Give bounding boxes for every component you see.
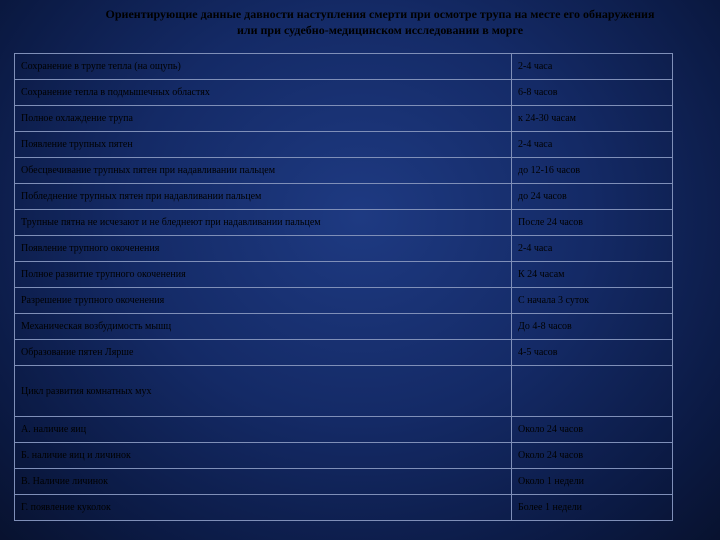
table-row <box>15 366 673 417</box>
time-cell: Около 1 недели <box>512 469 673 495</box>
page-title-line-1: Ориентирующие данные давности наступления смерти при осмотре трупа на месте его обнаружения <box>105 7 655 21</box>
table-row <box>15 132 673 158</box>
table-row <box>15 262 673 288</box>
time-cell: Около 24 часов <box>512 417 673 443</box>
time-cell: С начала 3 суток <box>512 288 673 314</box>
sign-cell: Разрешение трупного окоченения <box>15 288 512 314</box>
sign-cell: Образование пятен Лярше <box>15 340 512 366</box>
table-row <box>15 288 673 314</box>
sign-cell: Побледнение трупных пятен при надавливании пальцем <box>15 184 512 210</box>
table-row <box>15 314 673 340</box>
sign-cell: Появление трупного окоченения <box>15 236 512 262</box>
page-title <box>40 6 720 38</box>
time-cell: Около 24 часов <box>512 443 673 469</box>
table-row <box>15 210 673 236</box>
death-timing-table <box>14 53 673 521</box>
time-cell: 6-8 часов <box>512 80 673 106</box>
table-row <box>15 184 673 210</box>
table-row <box>15 80 673 106</box>
sign-cell: Сохранение тепла в подмышечных областях <box>15 80 512 106</box>
sign-cell: Появление трупных пятен <box>15 132 512 158</box>
time-cell: 4-5 часов <box>512 340 673 366</box>
table-row <box>15 106 673 132</box>
sign-cell: Обесцвечивание трупных пятен при надавливании пальцем <box>15 158 512 184</box>
time-cell: К 24 часам <box>512 262 673 288</box>
table-row <box>15 236 673 262</box>
sign-cell: Цикл развития комнатных мух <box>15 366 512 417</box>
sign-cell: Полное охлаждение трупа <box>15 106 512 132</box>
time-cell: Более 1 недели <box>512 495 673 521</box>
sign-cell: Механическая возбудимость мышц <box>15 314 512 340</box>
table-row <box>15 158 673 184</box>
table-row <box>15 54 673 80</box>
sign-cell: Б. наличие яиц и личинок <box>15 443 512 469</box>
time-cell <box>512 366 673 417</box>
sign-cell: Трупные пятна не исчезают и не бледнеют при надавливании пальцем <box>15 210 512 236</box>
table-row <box>15 340 673 366</box>
sign-cell: А. наличие яиц <box>15 417 512 443</box>
sign-cell: Полное развитие трупного окоченения <box>15 262 512 288</box>
page-title-line-2: или при судебно-медицинском исследовании в морге <box>236 23 524 37</box>
time-cell: 2-4 часа <box>512 236 673 262</box>
table-row <box>15 495 673 521</box>
sign-cell: Г. появление куколок <box>15 495 512 521</box>
sign-cell: Сохранение в трупе тепла (на ощупь) <box>15 54 512 80</box>
table-row <box>15 469 673 495</box>
time-cell: до 24 часов <box>512 184 673 210</box>
time-cell: После 24 часов <box>512 210 673 236</box>
table-row <box>15 417 673 443</box>
time-cell: 2-4 часа <box>512 54 673 80</box>
time-cell: 2-4 часа <box>512 132 673 158</box>
sign-cell: В. Наличие личинок <box>15 469 512 495</box>
time-cell: к 24-30 часам <box>512 106 673 132</box>
table-row <box>15 443 673 469</box>
time-cell: до 12-16 часов <box>512 158 673 184</box>
time-cell: До 4-8 часов <box>512 314 673 340</box>
